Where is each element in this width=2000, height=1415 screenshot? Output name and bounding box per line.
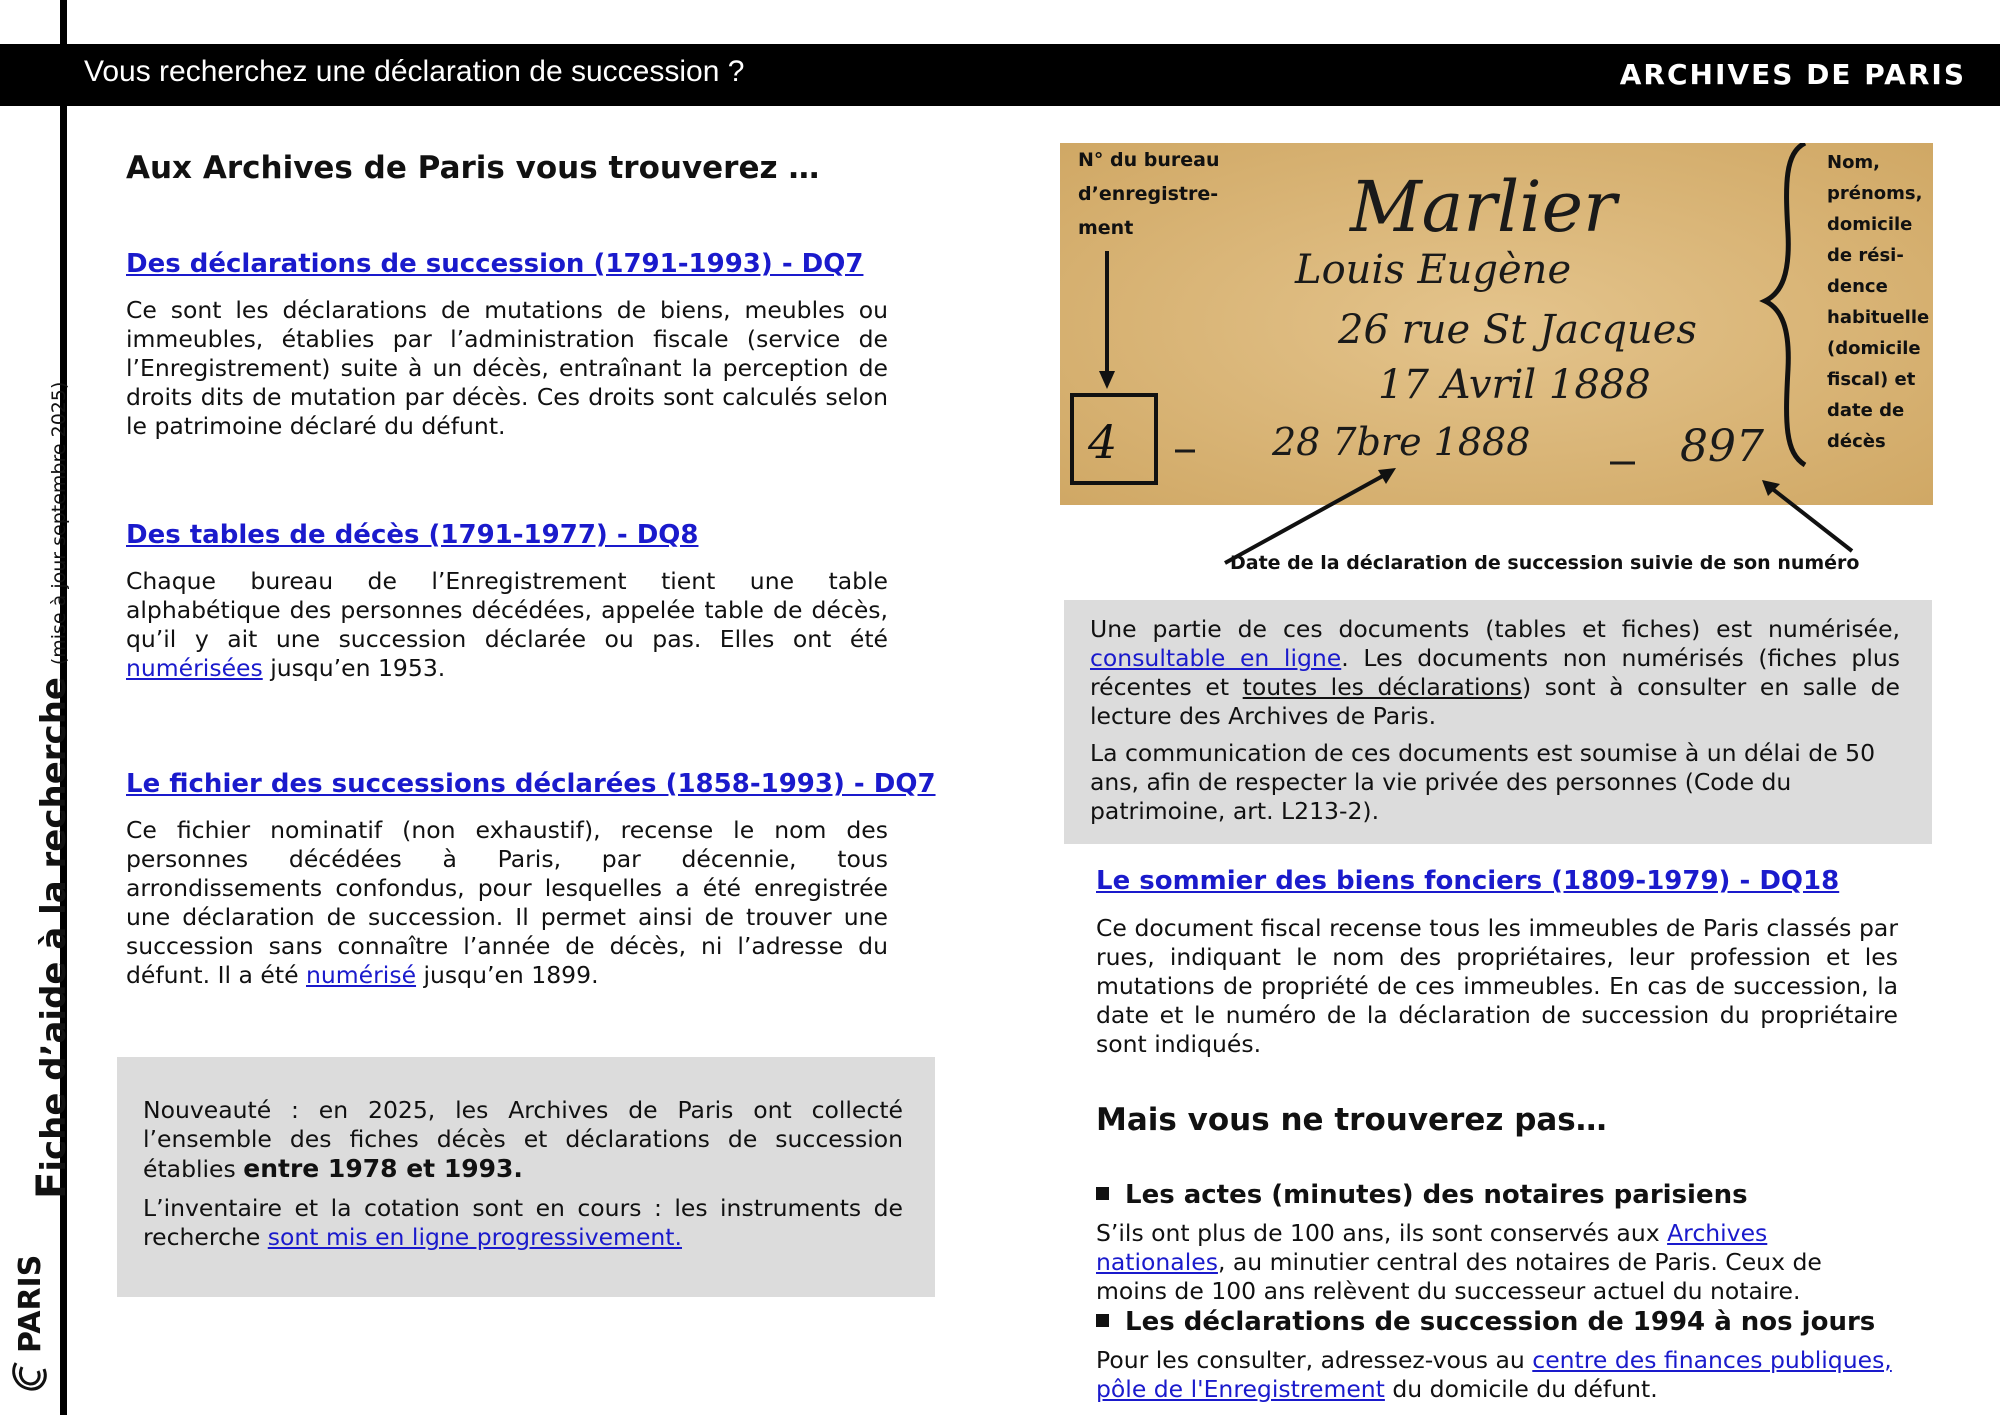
section3-text: Ce fichier nominatif (non exhaustif), recense le nom des personnes décédées à Paris, par décennie, tous arrondissements confondus, pour lesquelles a été enregistrée une déclaration de succession. Il permet ainsi de trouver une succession sans connaître l’année de décès, ni l’adresse du défunt. Il a été numérisé jusqu’en 1899. [126, 816, 888, 989]
bullet1-text: S’ils ont plus de 100 ans, ils sont conservés aux Archives nationales, au minutier central des notaires de Paris. Ceux de moins de 100 ans relèvent du successeur actuel du notaire. [1096, 1219, 1822, 1305]
svg-text:28 7bre 1888: 28 7bre 1888 [1272, 420, 1531, 464]
not-found-heading: Mais vous ne trouverez pas… [1096, 1102, 1607, 1138]
news-line1: Nouveauté : en 2025, les Archives de Paris ont collecté l’ensemble des fiches décès et déclarations de succession établies entre 1978 et 1993. [143, 1096, 903, 1183]
toutes-les-declarations: toutes les déclarations [1242, 673, 1523, 701]
link-declarations-succession[interactable]: Des déclarations de succession (1791-1993) - DQ7 [126, 249, 864, 279]
update-note: (mise à jour septembre 2025) [48, 381, 70, 666]
link-numerisees[interactable]: numérisées [126, 654, 263, 682]
left-heading: Aux Archives de Paris vous trouverez … [126, 150, 820, 186]
news-line2: L’inventaire et la cotation sont en cours : les instruments de recherche sont mis en ligne progressivement. [143, 1194, 903, 1251]
link-centre-finances-publiques[interactable]: centre des finances publiques, pôle de l'Enregistrement [1096, 1346, 1892, 1403]
arrows-illustration [1060, 430, 1940, 570]
bullet2-text: Pour les consulter, adressez-vous au centre des finances publiques, pôle de l'Enregistrement du domicile du défunt. [1096, 1346, 1892, 1403]
link-mis-en-ligne[interactable]: sont mis en ligne progressivement. [267, 1223, 682, 1251]
svg-text:Marlier: Marlier [1350, 166, 1617, 248]
image-caption: Date de la déclaration de succession suivie de son numéro [1230, 552, 1860, 574]
link-sommier-biens-fonciers[interactable]: Le sommier des biens fonciers (1809-1979) - DQ18 [1096, 866, 1840, 896]
svg-text:Louis Eugène: Louis Eugène [1295, 247, 1572, 293]
bullet-declarations-1994: Les déclarations de succession de 1994 à nos jours [1096, 1307, 1875, 1337]
info-box [1064, 600, 1932, 844]
link-numerise[interactable]: numérisé [306, 961, 417, 989]
link-archives-nationales[interactable]: Archives nationales [1096, 1219, 1768, 1276]
bullet-square-icon [1096, 1314, 1109, 1327]
info-p1: Une partie de ces documents (tables et fiches) est numérisée, consultable en ligne. Les documents non numérisés (fiches plus récentes et toutes les déclarations) sont à consulter en salle de lecture des Archives de Paris. [1090, 615, 1901, 730]
svg-text:26 rue St Jacques: 26 rue St Jacques [1338, 307, 1697, 353]
fiche-initial: F [29, 1171, 75, 1199]
link-tables-deces[interactable]: Des tables de décès (1791-1977) - DQ8 [126, 520, 699, 550]
section1-text: Ce sont les déclarations de mutations de biens, meubles ou immeubles, établies par l’administration fiscale (service de l’Enregistrement) suite à un décès, entraînant la perception de droits dits de mutation par décès. Ces droits sont calculés selon le patrimoine déclaré du défunt. [126, 296, 888, 440]
logo-text: PARIS [13, 1254, 48, 1353]
sidebar-vertical-title [29, 382, 75, 1199]
page-title: Vous recherchez une déclaration de succession ? [84, 55, 745, 88]
brand-name: ARCHIVES DE PARIS [1619, 58, 1966, 91]
fiche-title: iche d’aide à la recherche [34, 677, 74, 1172]
sidebar [0, 381, 75, 1415]
bullet-notaires: Les actes (minutes) des notaires parisiens [1096, 1180, 1748, 1210]
link-consultable-en-ligne[interactable]: consultable en ligne [1090, 644, 1342, 672]
sommier-text: Ce document fiscal recense tous les immeubles de Paris classés par rues, indiquant le nom des propriétaires, leur profession et les mutations de propriété de ces immeubles. En cas de succession, la date et le numéro de la déclaration de succession du propriétaire sont indiqués. [1096, 914, 1898, 1058]
news-box [117, 1057, 935, 1297]
svg-text:17 Avril 1888: 17 Avril 1888 [1378, 362, 1651, 408]
label-bureau: N° du bureau d’enregistre-ment [1078, 149, 1220, 239]
paris-logo-icon [8, 1245, 52, 1395]
label-nom: Nom, prénoms, domicile de rési-dence habituelle (domicile fiscal) et date de décès [1827, 152, 1930, 452]
svg-text:4: 4 [1088, 415, 1118, 469]
info-p2: La communication de ces documents est soumise à un délai de 50 ans, afin de respecter la vie privée des personnes (Code du patrimoine, art. L213-2). [1090, 739, 1876, 825]
section2-text: Chaque bureau de l’Enregistrement tient une table alphabétique des personnes décédées, appelée table de décès, qu’il y ait une succession déclarée ou pas. Elles ont été numérisées jusqu’en 1953. [126, 567, 888, 682]
link-fichier-successions[interactable]: Le fichier des successions déclarées (1858-1993) - DQ7 [126, 769, 936, 799]
header-bar [0, 44, 2000, 106]
bullet-square-icon [1096, 1187, 1109, 1200]
svg-text:897: 897 [1680, 421, 1764, 472]
